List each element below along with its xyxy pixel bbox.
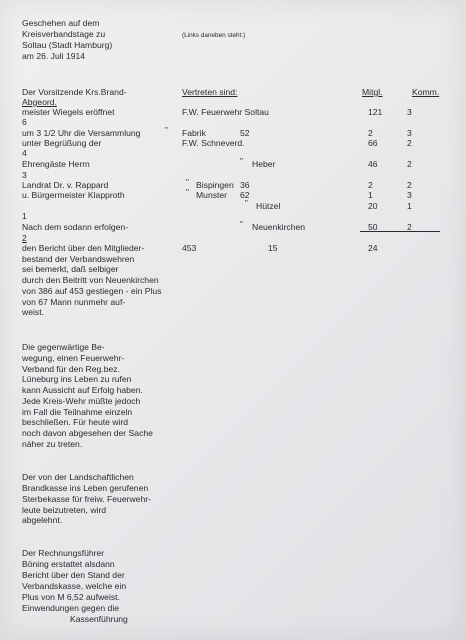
table-row-name: F.W. Schneverd. bbox=[182, 138, 245, 148]
text-line: 4 bbox=[22, 148, 27, 158]
text-line: durch den Beitritt von Neuenkirchen bbox=[22, 275, 159, 285]
text-line: sei bemerkt, daß selbiger bbox=[22, 264, 119, 274]
text-line: unter Begrüßung der bbox=[22, 138, 102, 148]
column-header-mitgl: Mitgl. bbox=[362, 87, 383, 97]
table-row-name: Neuenkirchen bbox=[252, 222, 306, 232]
table-row-name: Fabrik bbox=[182, 128, 206, 138]
table-row-komm: 1 bbox=[407, 201, 412, 211]
text-line: Böning erstattet alsdann bbox=[22, 559, 115, 569]
table-row-komm: 3 bbox=[407, 190, 412, 200]
text-line: Ehrengäste Herrn bbox=[22, 159, 90, 169]
text-line: Kassenführung bbox=[70, 614, 128, 624]
text-line: 2 bbox=[22, 233, 27, 243]
total-a: 453 bbox=[182, 243, 197, 253]
text-line: meister Wiegels eröffnet bbox=[22, 107, 115, 117]
header-note: (Links daneben steht:) bbox=[182, 32, 246, 39]
table-row-mitgl: 121 bbox=[368, 107, 383, 117]
text-line: Einwendungen gegen die bbox=[22, 603, 120, 613]
text-line: 1 bbox=[22, 211, 27, 221]
table-row-mitgl: 20 bbox=[368, 201, 378, 211]
ditto-mark: " bbox=[240, 157, 243, 166]
text-line: bestand der Verbandswehren bbox=[22, 254, 135, 264]
header-line-1: Geschehen auf dem bbox=[22, 18, 100, 28]
text-line: Bericht über den Stand der bbox=[22, 570, 125, 580]
text-line: 6 bbox=[22, 117, 27, 127]
table-row-komm: 3 bbox=[407, 128, 412, 138]
table-row-komm: 2 bbox=[407, 180, 412, 190]
ditto-mark: " bbox=[186, 188, 189, 197]
text-line: kann Aussicht auf Erfolg haben. bbox=[22, 385, 143, 395]
ditto-mark: " bbox=[240, 220, 243, 229]
text-line: von 386 auf 453 gestiegen - ein Plus bbox=[22, 286, 162, 296]
table-heading: Vertreten sind: bbox=[182, 87, 238, 97]
text-line: leute beizutreten, wird bbox=[22, 505, 107, 515]
text-line: noch davon abgesehen der Sache bbox=[22, 428, 153, 438]
text-line: 3 bbox=[22, 170, 27, 180]
text-line: von 67 Mann nunmehr auf- bbox=[22, 297, 126, 307]
ditto-mark: " bbox=[165, 126, 168, 135]
table-row-name: Heber bbox=[252, 159, 276, 169]
table-row-mitgl: 2 bbox=[368, 128, 373, 138]
text-line: Lüneburg ins Leben zu rufen bbox=[22, 374, 132, 384]
table-row-name: Munster bbox=[196, 190, 228, 200]
text-line: um 3 1/2 Uhr die Versammlung bbox=[22, 128, 141, 138]
table-row-name: Bispingen bbox=[196, 180, 234, 190]
table-row-mitgl: 2 bbox=[368, 180, 373, 190]
text-line: u. Bürgermeister Klapproth bbox=[22, 190, 125, 200]
table-row-komm: 2 bbox=[407, 159, 412, 169]
ditto-mark: " bbox=[186, 178, 189, 187]
table-row-komm: 3 bbox=[407, 107, 412, 117]
text-line: Verband für den Reg.bez. bbox=[22, 364, 120, 374]
total-c: 24 bbox=[368, 243, 378, 253]
table-row-mitgl: 66 bbox=[368, 138, 378, 148]
text-line: Die gegenwärtige Be- bbox=[22, 342, 105, 352]
text-line: den Bericht über den Mitglieder- bbox=[22, 243, 145, 253]
text-line: abgelehnt. bbox=[22, 515, 63, 525]
header-line-2: Kreisverbandstage zu bbox=[22, 29, 106, 39]
text-line: Landrat Dr. v. Rappard bbox=[22, 180, 109, 190]
table-row-mitgl: 46 bbox=[368, 159, 378, 169]
header-line-3: Soltau (Stadt Hamburg) bbox=[22, 40, 113, 50]
text-line: Abgeord. bbox=[22, 97, 57, 107]
table-row-mitgl: 50 bbox=[368, 222, 378, 232]
table-row-mitgl: 1 bbox=[368, 190, 373, 200]
text-line: Sterbekasse für freiw. Feuerwehr- bbox=[22, 494, 151, 504]
table-row-name: Hützel bbox=[256, 201, 281, 211]
table-row-name: F.W. Feuerwehr Soltau bbox=[182, 107, 269, 117]
sum-line bbox=[360, 231, 440, 232]
text-line: Verbandskasse, welche ein bbox=[22, 581, 127, 591]
text-line: näher zu treten. bbox=[22, 439, 83, 449]
text-line: Der Vorsitzende Krs.Brand- bbox=[22, 87, 127, 97]
text-line: beschließen. Für heute wird bbox=[22, 417, 129, 427]
text-line: Der von der Landschaftlichen bbox=[22, 472, 134, 482]
text-line: wegung, einen Feuerwehr- bbox=[22, 353, 125, 363]
text-line: Der Rechnungsführer bbox=[22, 548, 105, 558]
table-row-extra: 36 bbox=[240, 180, 250, 190]
text-line: im Fall die Teilnahme einzeln bbox=[22, 407, 133, 417]
table-row-komm: 2 bbox=[407, 138, 412, 148]
column-header-komm: Komm. bbox=[412, 87, 440, 97]
text-line: Jede Kreis-Wehr müßte jedoch bbox=[22, 396, 141, 406]
text-line: weist. bbox=[22, 307, 44, 317]
text-line: Brandkasse ins Leben gerufenen bbox=[22, 483, 149, 493]
header-line-4: am 26. Juli 1914 bbox=[22, 51, 86, 61]
text-line: Plus von M 6,52 aufweist. bbox=[22, 592, 120, 602]
table-row-extra: 62 bbox=[240, 190, 250, 200]
ditto-mark: " bbox=[245, 199, 248, 208]
table-row-extra: 52 bbox=[240, 128, 250, 138]
total-b: 15 bbox=[268, 243, 278, 253]
text-line: Nach dem sodann erfolgen- bbox=[22, 222, 129, 232]
table-row-komm: 2 bbox=[407, 222, 412, 232]
